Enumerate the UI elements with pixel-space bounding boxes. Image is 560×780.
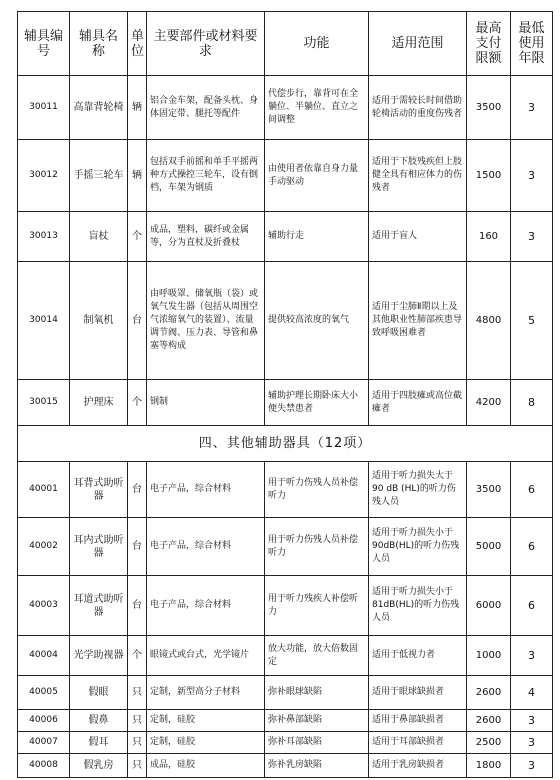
item-max-limit: 3500: [467, 462, 511, 518]
section-row: [18, 426, 553, 462]
item-code: 40008: [18, 754, 70, 778]
item-code: 30012: [18, 140, 70, 212]
table-row: [18, 262, 553, 380]
item-name: 假鼻: [70, 710, 128, 732]
item-max-limit: 4800: [467, 262, 511, 380]
item-code: 40001: [18, 462, 70, 518]
item-parts: 钢制: [147, 380, 265, 426]
item-scope: 适用于听力损失小于90dB(HL)的听力伤残人员: [369, 518, 467, 576]
item-unit: 只: [128, 754, 147, 778]
item-parts: 成品，塑料，碳纤或金属等，分为直杖及折叠杖: [147, 212, 265, 262]
item-code: 40003: [18, 576, 70, 636]
item-min-years: 8: [511, 380, 553, 426]
item-function: 代偿步行，靠背可在全躺位、半躺位、直立之间调整: [265, 76, 369, 140]
item-max-limit: 5000: [467, 518, 511, 576]
section-title: 四、其他辅助器具（12项）: [18, 426, 553, 462]
item-scope: 适用于下肢残疾但上肢健全具有相应体力的伤残者: [369, 140, 467, 212]
header-name: 辅具名称: [70, 12, 128, 76]
item-unit: 只: [128, 710, 147, 732]
header-unit: 单位: [128, 12, 147, 76]
item-unit: 个: [128, 380, 147, 426]
item-scope: 适用于低视力者: [369, 636, 467, 676]
item-min-years: 5: [511, 262, 553, 380]
item-max-limit: 3500: [467, 76, 511, 140]
item-function: 辅助行走: [265, 212, 369, 262]
item-code: 30015: [18, 380, 70, 426]
item-unit: 台: [128, 518, 147, 576]
item-name: 光学助视器: [70, 636, 128, 676]
item-min-years: 6: [511, 462, 553, 518]
item-name: 护理床: [70, 380, 128, 426]
item-name: 手摇三轮车: [70, 140, 128, 212]
item-name: 耳背式助听器: [70, 462, 128, 518]
assistive-devices-table: [17, 11, 553, 778]
item-code: 40004: [18, 636, 70, 676]
table-row: [18, 518, 553, 576]
item-function: 弥补耳部缺陷: [265, 732, 369, 754]
table-row: [18, 576, 553, 636]
item-max-limit: 2500: [467, 732, 511, 754]
item-name: 假耳: [70, 732, 128, 754]
item-min-years: 3: [511, 710, 553, 732]
item-max-limit: 2600: [467, 710, 511, 732]
item-min-years: 4: [511, 676, 553, 710]
item-unit: 个: [128, 212, 147, 262]
item-unit: 只: [128, 732, 147, 754]
item-max-limit: 4200: [467, 380, 511, 426]
item-code: 40007: [18, 732, 70, 754]
item-unit: 台: [128, 576, 147, 636]
table-row: [18, 462, 553, 518]
item-min-years: 3: [511, 754, 553, 778]
item-min-years: 6: [511, 576, 553, 636]
item-unit: 只: [128, 676, 147, 710]
item-name: 假乳房: [70, 754, 128, 778]
header-scope: 适用范围: [369, 12, 467, 76]
table-row: [18, 676, 553, 710]
item-function: 弥补鼻部缺陷: [265, 710, 369, 732]
item-function: 用于听力残疾人补偿听力: [265, 576, 369, 636]
item-min-years: 3: [511, 76, 553, 140]
item-parts: 电子产品，综合材料: [147, 462, 265, 518]
item-min-years: 6: [511, 518, 553, 576]
item-name: 耳道式助听器: [70, 576, 128, 636]
item-function: 由使用者依靠自身力量手动驱动: [265, 140, 369, 212]
item-code: 40006: [18, 710, 70, 732]
item-code: 30013: [18, 212, 70, 262]
header-max-limit: 最高支付限额: [467, 12, 511, 76]
item-function: 辅助护理长期卧床大小便失禁患者: [265, 380, 369, 426]
item-name: 耳内式助听器: [70, 518, 128, 576]
item-function: 用于听力伤残人员补偿听力: [265, 462, 369, 518]
item-parts: 定制，新型高分子材料: [147, 676, 265, 710]
item-max-limit: 1500: [467, 140, 511, 212]
item-scope: 适用于四肢瘫或高位截瘫者: [369, 380, 467, 426]
item-parts: 包括双手前摇和单手平摇两种方式操控三轮车，设有倒档，车架为钢质: [147, 140, 265, 212]
item-code: 40005: [18, 676, 70, 710]
item-function: 用于听力伤残人员补偿听力: [265, 518, 369, 576]
table-row: [18, 380, 553, 426]
item-parts: 定制，硅胶: [147, 732, 265, 754]
header-parts: 主要部件或材料要求: [147, 12, 265, 76]
item-unit: 台: [128, 462, 147, 518]
item-function: 弥补乳房缺陷: [265, 754, 369, 778]
item-scope: 适用于听力损失小于 81dB(HL)的听力伤残人员: [369, 576, 467, 636]
item-unit: 辆: [128, 76, 147, 140]
item-scope: 适用于耳部缺损者: [369, 732, 467, 754]
item-max-limit: 6000: [467, 576, 511, 636]
table-row: [18, 732, 553, 754]
item-scope: 适用于眼球缺损者: [369, 676, 467, 710]
item-code: 30014: [18, 262, 70, 380]
item-function: 提供较高浓度的氧气: [265, 262, 369, 380]
item-parts: 成品，硅胶: [147, 754, 265, 778]
item-parts: 眼镜式或台式，光学镜片: [147, 636, 265, 676]
item-parts: 定制，硅胶: [147, 710, 265, 732]
header-function: 功能: [265, 12, 369, 76]
table-row: [18, 710, 553, 732]
item-min-years: 3: [511, 212, 553, 262]
table-row: [18, 140, 553, 212]
table-row: [18, 212, 553, 262]
item-parts: 铝合金车架，配备头枕、身体固定带、腿托等配件: [147, 76, 265, 140]
item-unit: 辆: [128, 140, 147, 212]
item-name: 盲杖: [70, 212, 128, 262]
table-row: [18, 636, 553, 676]
item-max-limit: 1800: [467, 754, 511, 778]
item-scope: 适用于乳房缺损者: [369, 754, 467, 778]
header-code: 辅具编号: [18, 12, 70, 76]
item-code: 40002: [18, 518, 70, 576]
item-name: 假眼: [70, 676, 128, 710]
item-parts: 由呼吸罩、储氧瓶（袋）或氧气发生器（包括从周围空气浓缩氧气的装置）、流量调节阀、压力表、导管和鼻塞等构成: [147, 262, 265, 380]
item-scope: 适用于尘肺Ⅱ期以上及其他职业性肺部疾患导致呼吸困难者: [369, 262, 467, 380]
item-name: 高靠背轮椅: [70, 76, 128, 140]
item-function: 放大功能，放大倍数固定: [265, 636, 369, 676]
item-parts: 电子产品，综合材料: [147, 576, 265, 636]
item-scope: 适用于鼻部缺损者: [369, 710, 467, 732]
item-min-years: 3: [511, 636, 553, 676]
item-max-limit: 2600: [467, 676, 511, 710]
item-code: 30011: [18, 76, 70, 140]
item-name: 制氧机: [70, 262, 128, 380]
item-max-limit: 1000: [467, 636, 511, 676]
item-function: 弥补眼球缺陷: [265, 676, 369, 710]
item-max-limit: 160: [467, 212, 511, 262]
item-parts: 电子产品，综合材料: [147, 518, 265, 576]
header-min-years: 最低使用年限: [511, 12, 553, 76]
item-unit: 台: [128, 262, 147, 380]
item-scope: 适用于需较长时间借助轮椅活动的重度伤残者: [369, 76, 467, 140]
item-min-years: 3: [511, 140, 553, 212]
table-row: [18, 76, 553, 140]
item-scope: 适用于听力损失大于 90 dB (HL)的听力伤残人员: [369, 462, 467, 518]
item-unit: 个: [128, 636, 147, 676]
header-row: [18, 12, 553, 76]
item-min-years: 3: [511, 732, 553, 754]
table-row: [18, 754, 553, 778]
item-scope: 适用于盲人: [369, 212, 467, 262]
